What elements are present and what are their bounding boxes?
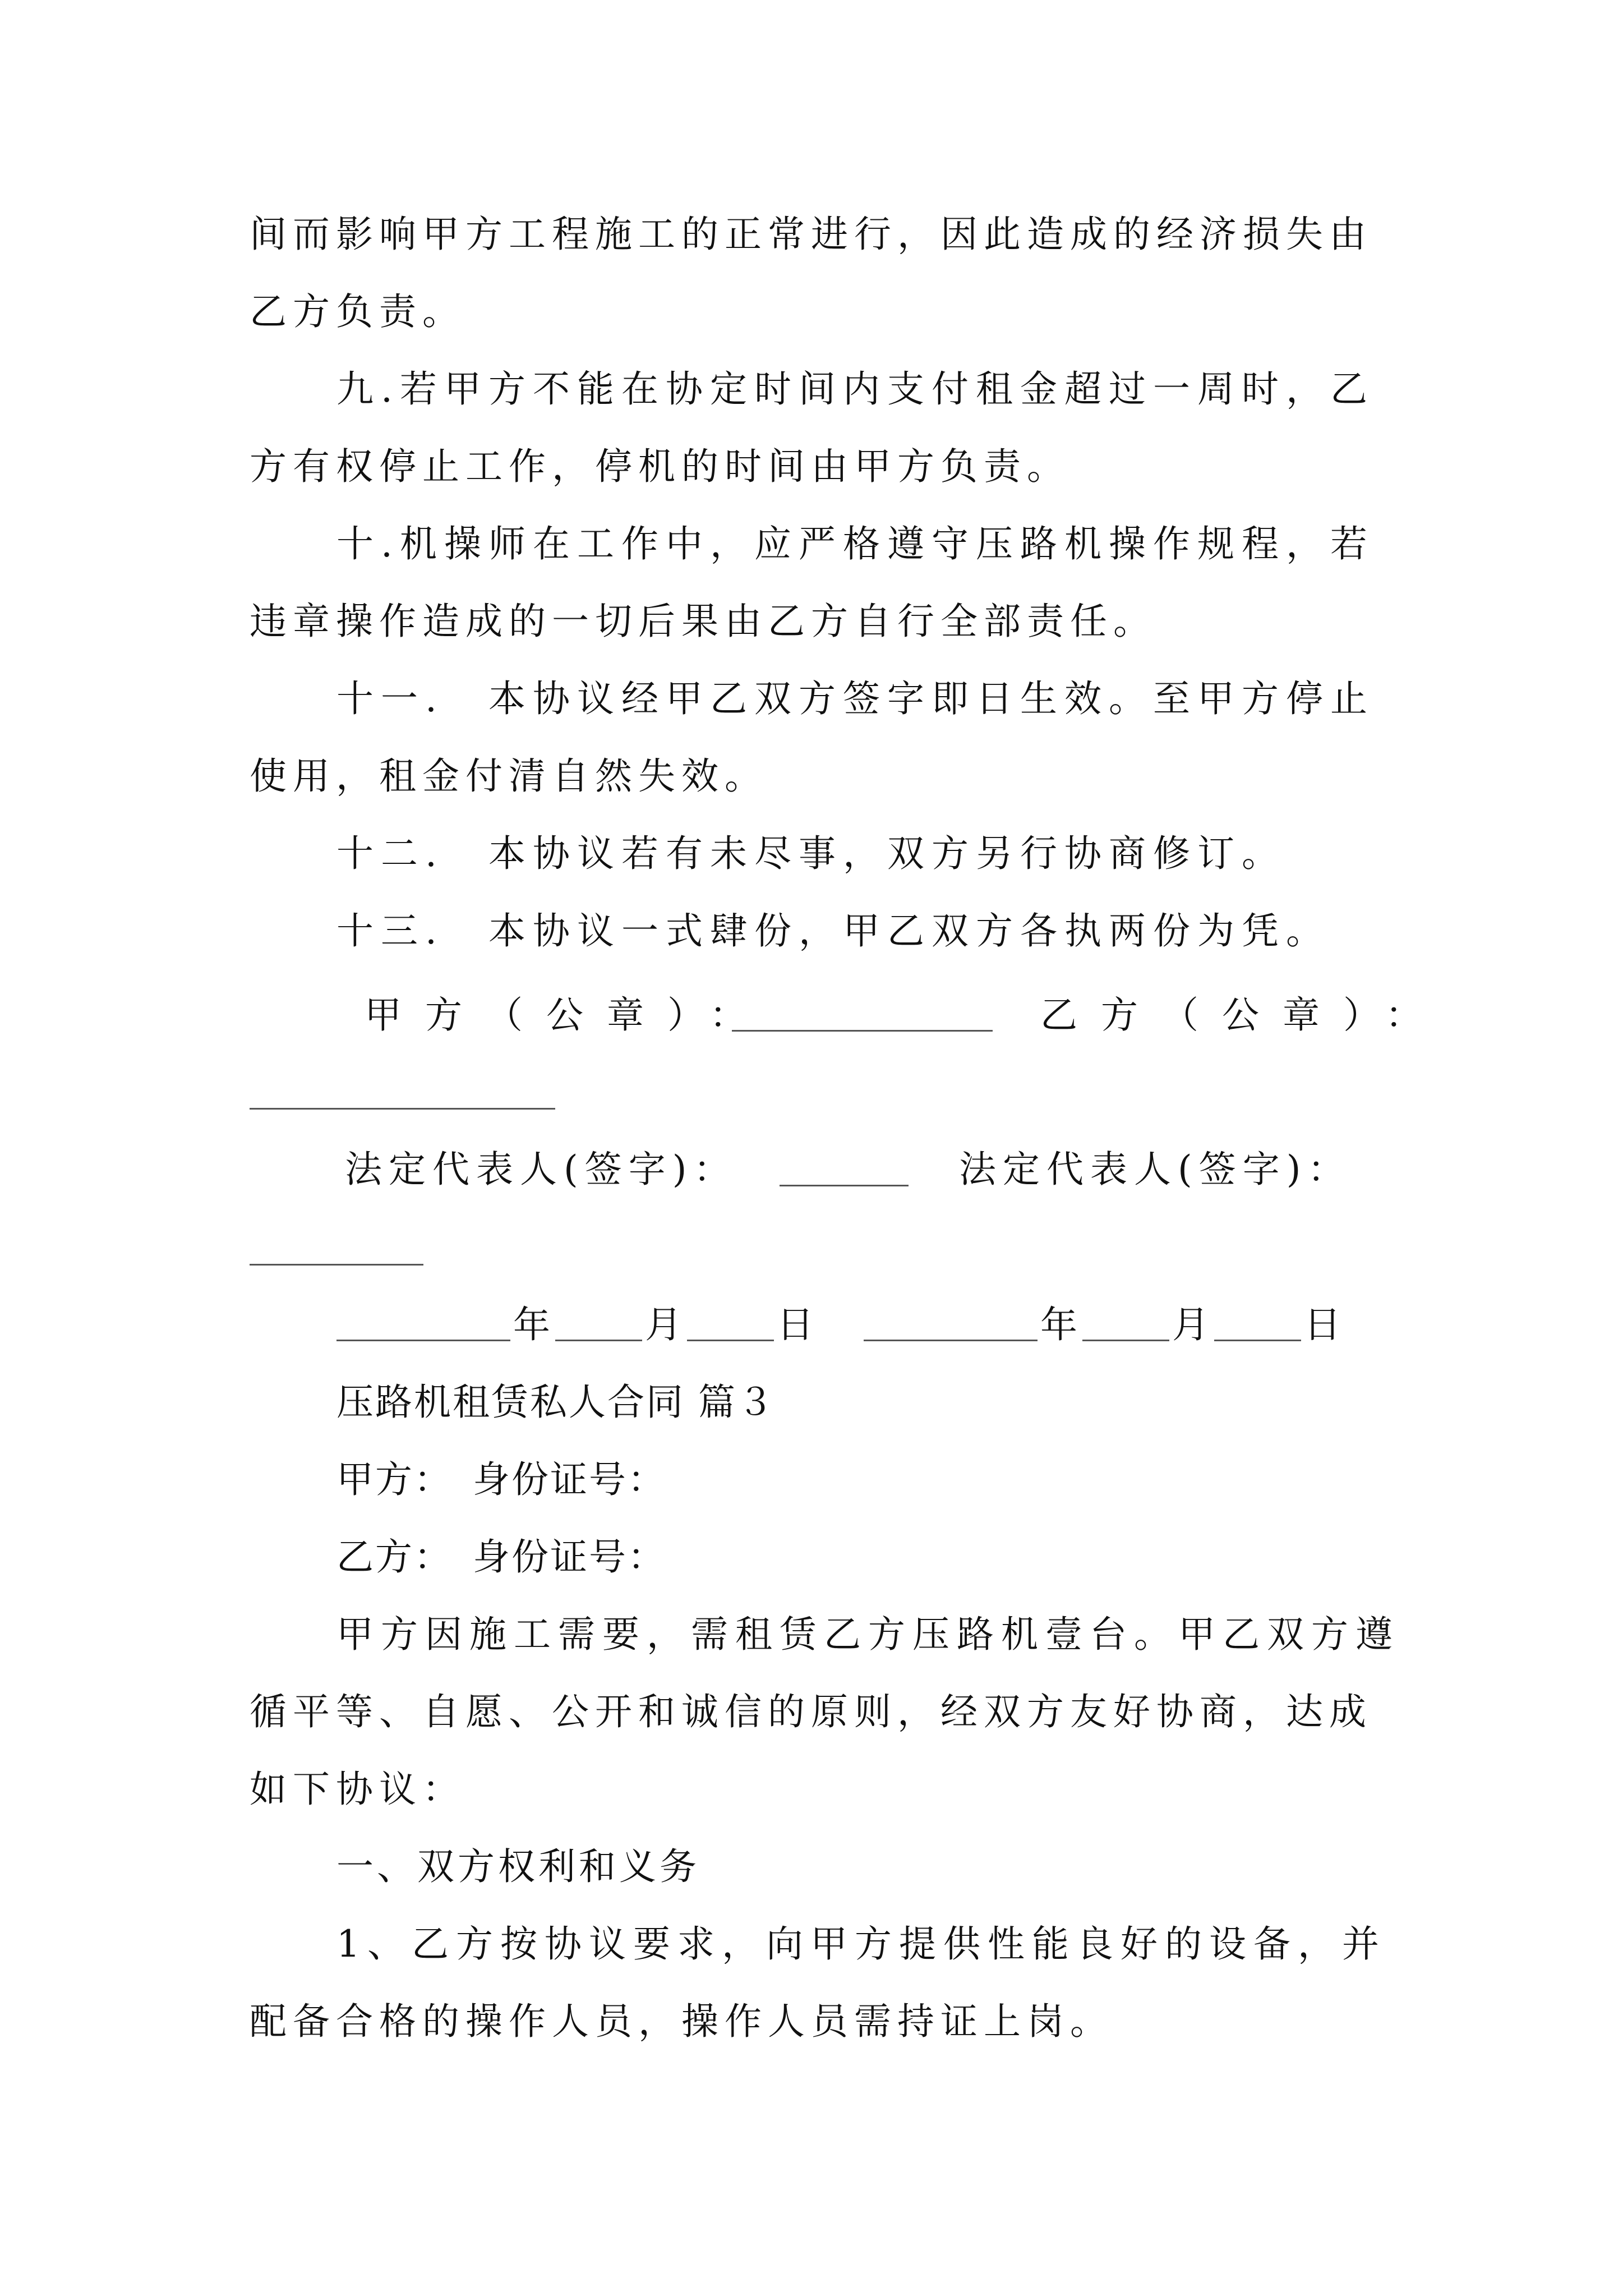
item-1-line: 1、乙方按协议要求，向甲方提供性能良好的设备，并	[336, 1922, 1386, 1966]
text-line: 使用，租金付清自然失效。	[250, 754, 768, 798]
party-a-id-line: 甲方： 身份证号：	[336, 1458, 666, 1501]
party-b-year-label: 年	[1040, 1303, 1077, 1346]
heading-rights: 一、双方权利和义务	[336, 1845, 700, 1888]
party-b-id-line: 乙方： 身份证号：	[336, 1535, 666, 1579]
clause-9-line: 九.若甲方不能在协定时间内支付租金超过一周时，乙	[336, 367, 1375, 411]
clause-11-line: 十一. 本协议经甲乙双方签字即日生效。至甲方停止	[336, 677, 1375, 720]
party-b-seal-blank	[250, 1108, 555, 1110]
party-a-seal-label: 甲方（公章）：	[365, 993, 770, 1037]
party-a-day-label: 日	[777, 1303, 814, 1346]
party-a-rep-blank	[780, 1185, 909, 1186]
party-a-year-blank	[336, 1340, 510, 1341]
party-b-month-label: 月	[1172, 1303, 1209, 1346]
representative-row	[0, 1142, 1623, 1198]
text-line: 间而影响甲方工程施工的正常进行，因此造成的经济损失由	[250, 213, 1372, 256]
seal-row	[0, 987, 1623, 1043]
party-b-year-blank	[864, 1340, 1038, 1341]
party-b-day-label: 日	[1304, 1303, 1341, 1346]
text-line: 方有权停止工作，停机的时间由甲方负责。	[250, 445, 1070, 488]
intro-line: 如下协议：	[250, 1768, 465, 1811]
party-b-seal-label: 乙方（公章）：	[1040, 993, 1446, 1037]
text-line: 违章操作造成的一切后果由乙方自行全部责任。	[250, 600, 1156, 643]
clause-10-line: 十.机操师在工作中，应严格遵守压路机操作规程，若	[336, 522, 1375, 565]
party-a-year-label: 年	[513, 1303, 550, 1346]
party-a-month-label: 月	[645, 1303, 682, 1346]
section-title: 压路机租赁私人合同 篇３	[336, 1381, 776, 1424]
clause-13-line: 十三. 本协议一式肆份，甲乙双方各执两份为凭。	[336, 909, 1330, 953]
party-b-month-blank	[1082, 1340, 1169, 1341]
text-line: 乙方负责。	[250, 290, 465, 333]
party-a-day-blank	[687, 1340, 774, 1341]
party-a-seal-blank	[732, 1030, 993, 1032]
intro-line: 甲方因施工需要，需租赁乙方压路机壹台。甲乙双方遵	[336, 1613, 1400, 1656]
party-a-rep-label: 法定代表人(签字)：	[345, 1148, 737, 1191]
party-b-rep-label: 法定代表人(签字)：	[959, 1148, 1352, 1191]
intro-line: 循平等、自愿、公开和诚信的原则，经双方友好协商，达成	[250, 1690, 1372, 1733]
date-row	[0, 1297, 1623, 1353]
party-b-rep-blank	[250, 1264, 423, 1266]
item-1-line: 配备合格的操作人员，操作人员需持证上岗。	[250, 2000, 1113, 2043]
clause-12-line: 十二. 本协议若有未尽事，双方另行协商修订。	[336, 832, 1286, 875]
party-a-month-blank	[555, 1340, 642, 1341]
party-b-day-blank	[1214, 1340, 1301, 1341]
